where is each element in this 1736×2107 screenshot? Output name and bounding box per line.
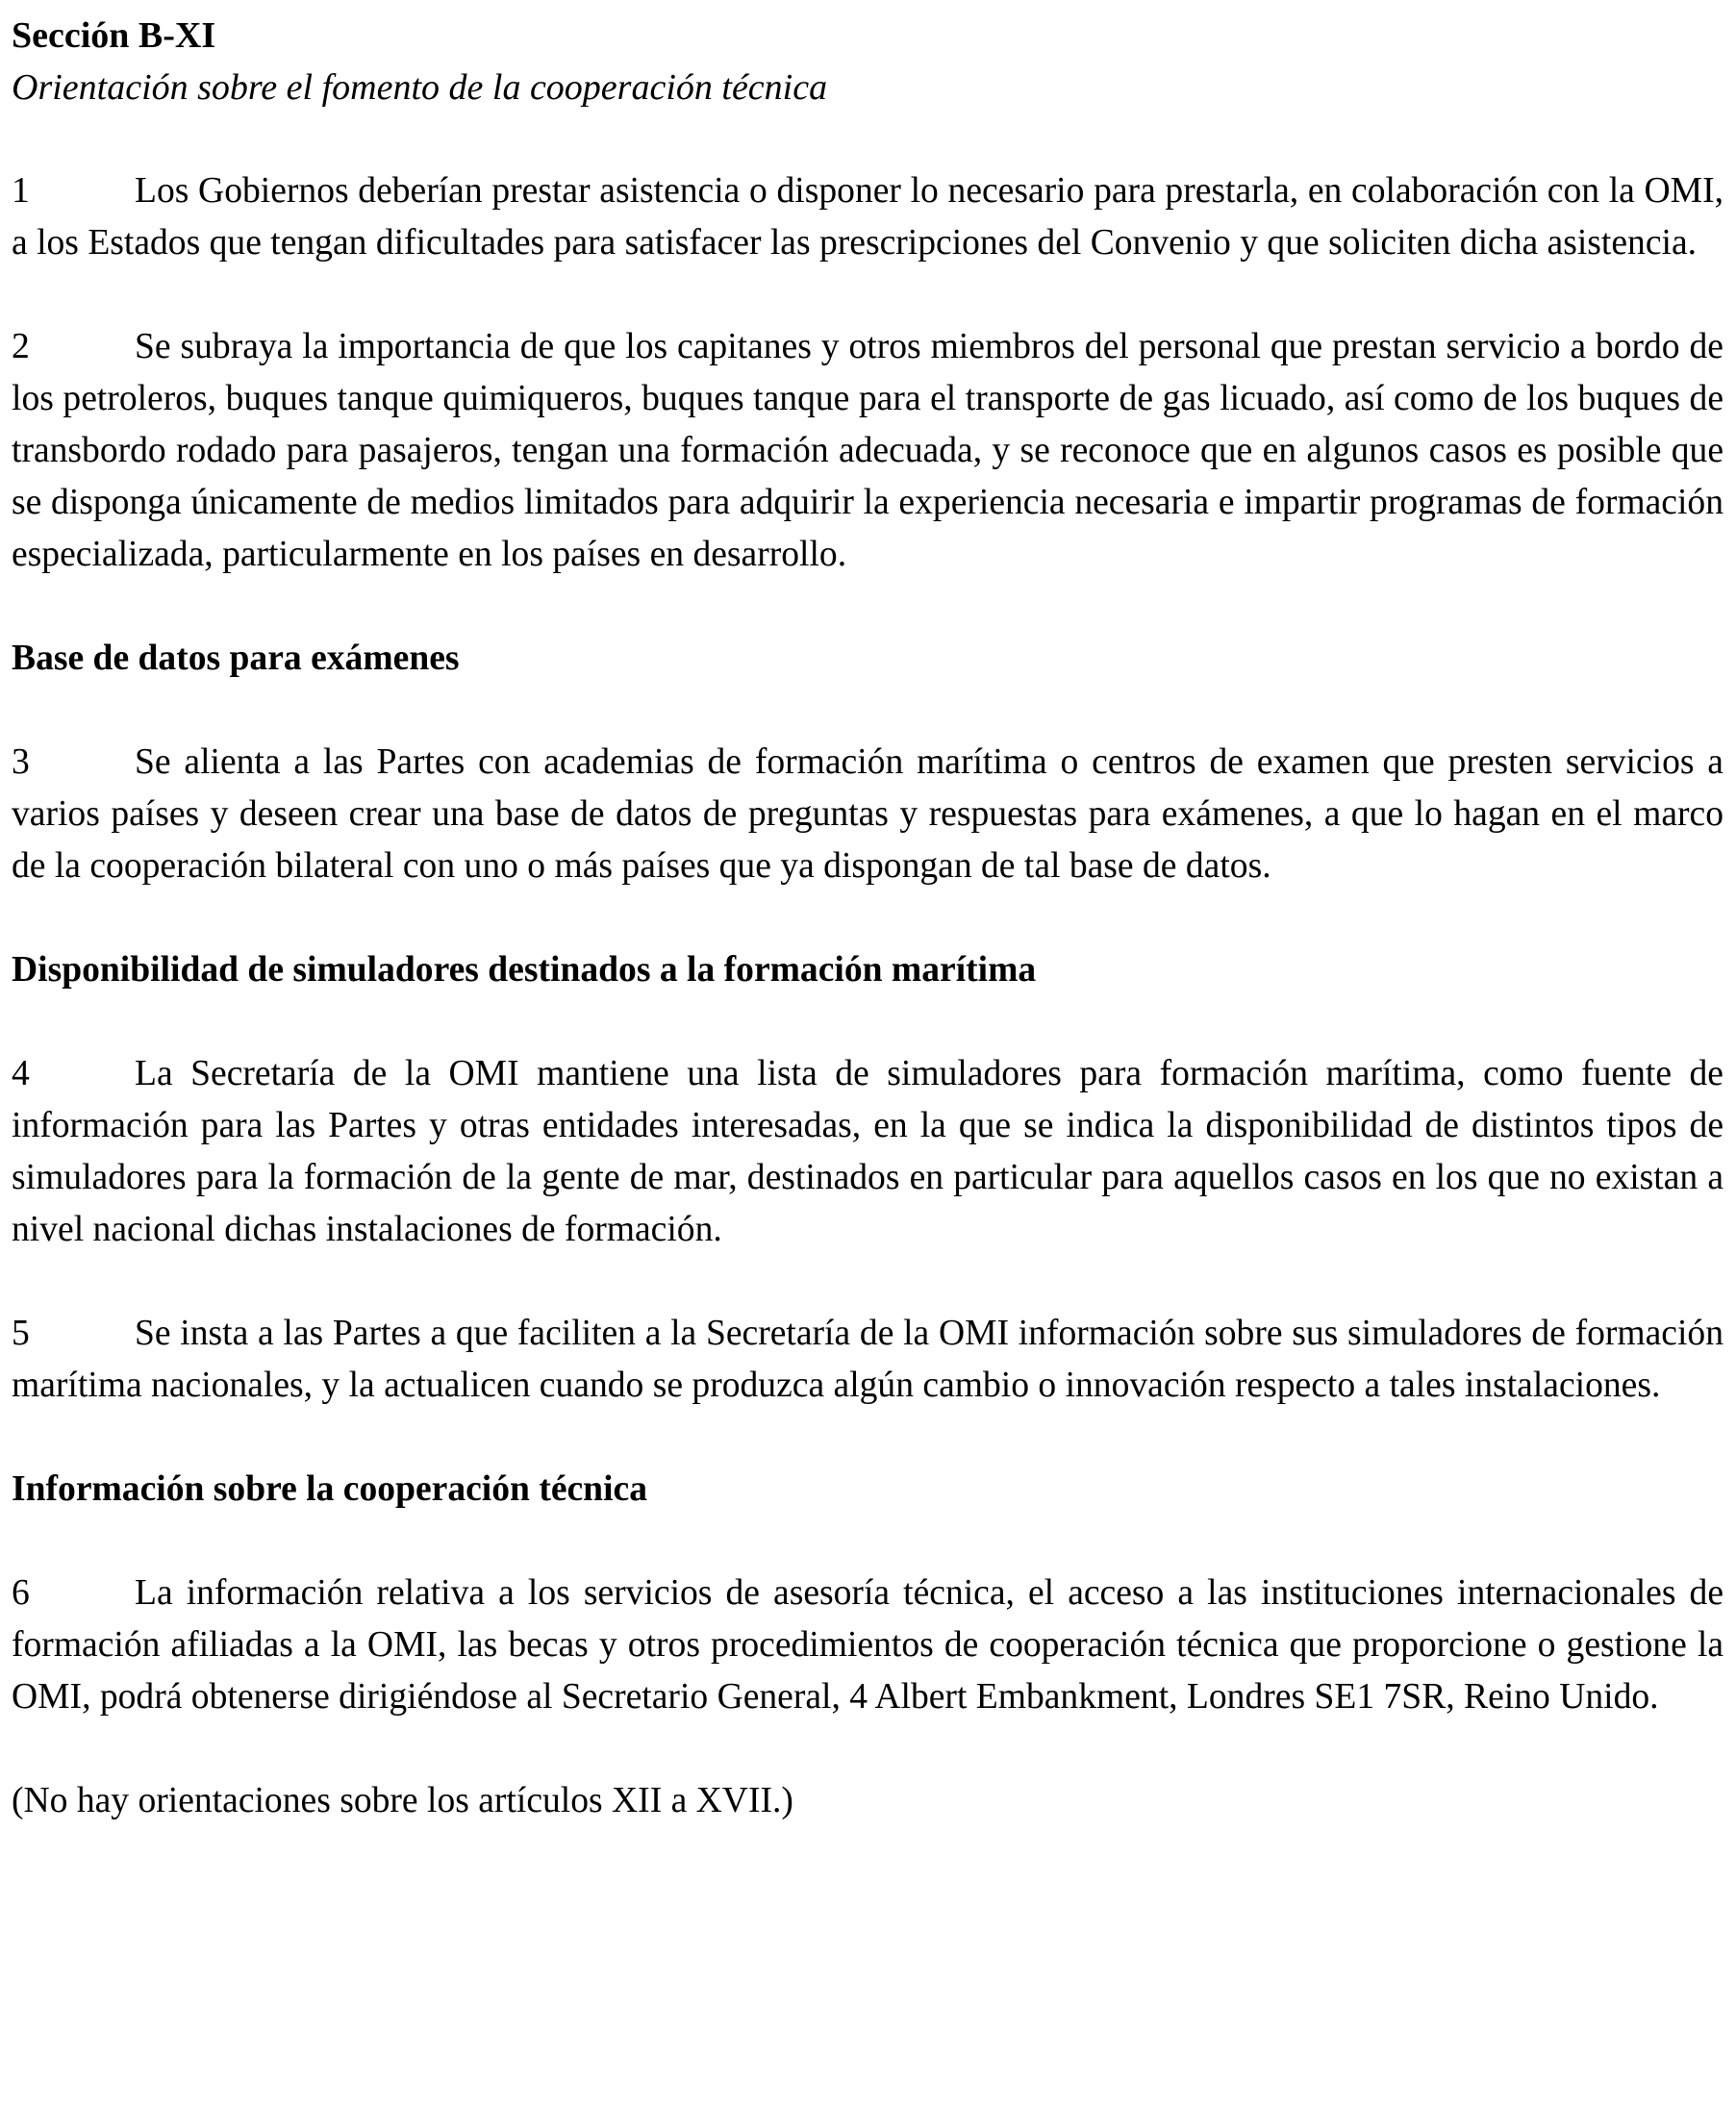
paragraph-number: 2 — [12, 327, 30, 366]
paragraph-text: Se alienta a las Partes con academias de formación marítima o centros de examen que presten servicios a varios países y deseen crear una base de datos de preguntas y respuestas para exámenes, a que lo hagan en el marco de la cooperación bilateral con uno o más países que ya dispongan de tal base de datos. — [12, 742, 1723, 886]
paragraph-text: Se subraya la importancia de que los capitanes y otros miembros del personal que prestan servicio a bordo de los petroleros, buques tanque quimiqueros, buques tanque para el transporte de gas licuado, así como de los buques de transbordo rodado para pasajeros, tengan una formación adecuada, y se reconoce que en algunos casos es posible que se disponga únicamente de medios limitados para adquirir la experiencia necesaria e impartir programas de formación especializada, particularmente en los países en desarrollo. — [12, 327, 1723, 574]
section-title: Sección B-XI — [12, 15, 216, 56]
paragraph-text: La información relativa a los servicios de asesoría técnica, el acceso a las instituciones internacionales de formación afiliadas a la OMI, las becas y otros procedimientos de cooperación técnica que proporcione o gestione la OMI, podrá obtenerse dirigiéndose al Secretario General, 4 Albert Embankment, Londres SE1 7SR, Reino Unido. — [12, 1573, 1723, 1717]
heading-exams: Base de datos para exámenes — [12, 639, 460, 678]
paragraph-1 — [12, 165, 1723, 269]
closing-note: (No hay orientaciones sobre los artículos XII a XVII.) — [12, 1781, 793, 1820]
paragraph-number: 6 — [12, 1573, 30, 1613]
paragraph-number: 5 — [12, 1314, 30, 1353]
paragraph-5 — [12, 1308, 1723, 1412]
paragraph-number: 3 — [12, 742, 30, 782]
heading-simulators: Disponibilidad de simuladores destinados a la formación marítima — [12, 950, 1037, 990]
paragraph-3 — [12, 737, 1723, 892]
document-page — [12, 10, 1723, 1827]
heading-cooperation: Información sobre la cooperación técnica — [12, 1469, 647, 1509]
paragraph-4 — [12, 1048, 1723, 1256]
paragraph-2 — [12, 321, 1723, 581]
paragraph-text: Se insta a las Partes a que faciliten a la Secretaría de la OMI información sobre sus simuladores de formación marítima nacionales, y la actualicen cuando se produzca algún cambio o innovación respecto a tales instalaciones. — [12, 1314, 1723, 1405]
paragraph-6 — [12, 1568, 1723, 1723]
paragraph-number: 4 — [12, 1054, 30, 1093]
paragraph-number: 1 — [12, 171, 30, 211]
section-subtitle: Orientación sobre el fomento de la cooperación técnica — [12, 67, 828, 108]
paragraph-text: Los Gobiernos deberían prestar asistencia o disponer lo necesario para prestarla, en colaboración con la OMI, a los Estados que tengan dificultades para satisfacer las prescripciones del Convenio y que soliciten dicha asistencia. — [12, 171, 1723, 263]
paragraph-text: La Secretaría de la OMI mantiene una lista de simuladores para formación marítima, como fuente de información para las Partes y otras entidades interesadas, en la que se indica la disponibilidad de distintos tipos de simuladores para la formación de la gente de mar, destinados en particular para aquellos casos en los que no existan a nivel nacional dichas instalaciones de formación. — [12, 1054, 1723, 1249]
